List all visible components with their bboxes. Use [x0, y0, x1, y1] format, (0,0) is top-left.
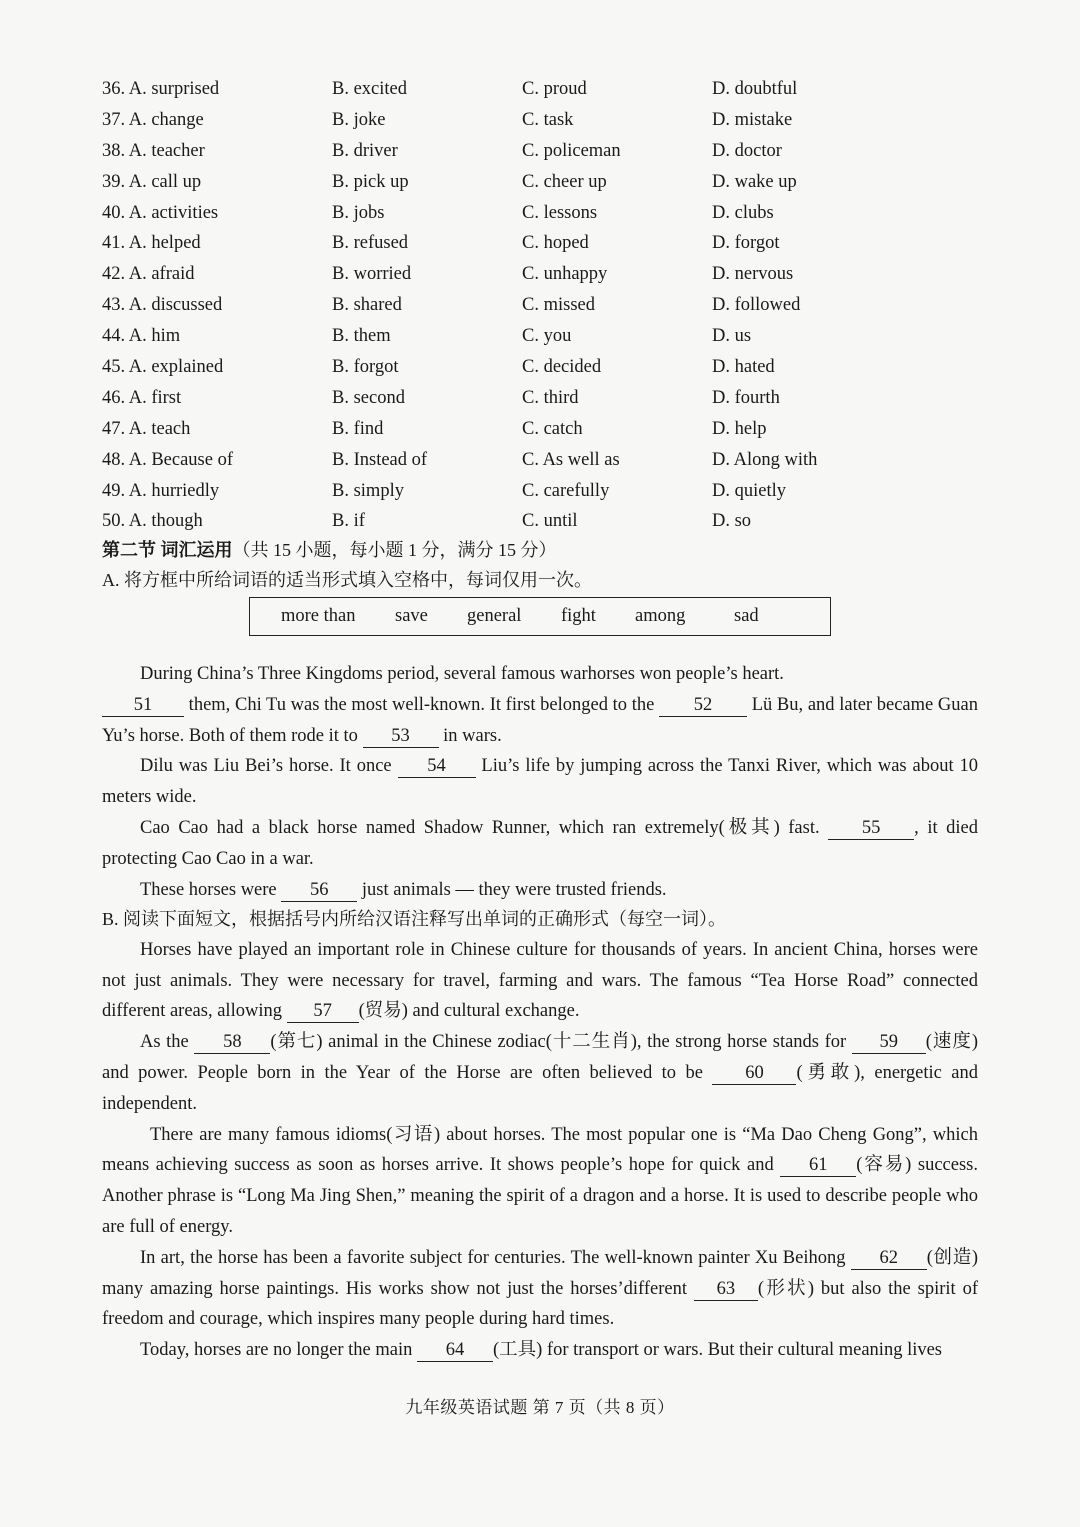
passage-text: Dilu was Liu Bei’s horse. It once [140, 756, 398, 777]
passage-paragraph [102, 1243, 978, 1335]
mc-question-row [102, 352, 1002, 383]
mc-question-row [102, 476, 1002, 507]
option-b: B. if [332, 511, 365, 532]
option-b: B. driver [332, 140, 398, 161]
mc-question-row [102, 167, 1002, 198]
option-b: B. Instead of [332, 449, 428, 470]
option-b: B. forgot [332, 357, 399, 378]
option-d: D. forgot [712, 233, 780, 254]
option-d: D. help [712, 418, 767, 439]
option-a: 40. A. activities [102, 202, 219, 223]
passage-paragraph [102, 875, 978, 906]
section-score-note: （共 15 小题，每小题 1 分，满分 15 分） [232, 540, 557, 560]
option-d: D. Along with [712, 449, 818, 470]
mc-question-row [102, 136, 1002, 167]
option-c: C. unhappy [522, 264, 608, 285]
option-a: 46. A. first [102, 387, 182, 408]
option-c: C. task [522, 109, 574, 130]
option-b: B. them [332, 326, 391, 347]
passage-text: Today, horses are no longer the main [140, 1340, 417, 1361]
option-a: 42. A. afraid [102, 264, 195, 285]
section-title: 第二节 词汇运用 [102, 540, 233, 560]
mc-question-row [102, 414, 1002, 445]
word-box-item: fight [561, 606, 596, 626]
part-b-instruction: B. 阅读下面短文，根据括号内所给汉语注释写出单词的正确形式（每空一词）。 [102, 909, 727, 929]
option-d: D. fourth [712, 387, 780, 408]
option-c: C. lessons [522, 202, 598, 223]
part-a-instruction: A. 将方框中所给词语的适当形式填入空格中，每词仅用一次。 [102, 570, 592, 590]
option-a: 41. A. helped [102, 233, 201, 254]
answer-blank-58[interactable]: 58 [194, 1031, 270, 1054]
option-b: B. excited [332, 79, 408, 99]
word-box-item: save [395, 606, 428, 626]
option-c: C. until [522, 511, 578, 532]
option-d: D. doubtful [712, 79, 798, 99]
mc-question-row [102, 105, 1002, 136]
option-b: B. pick up [332, 171, 409, 192]
option-d: D. quietly [712, 480, 786, 501]
option-a: 39. A. call up [102, 171, 202, 192]
passage-text: , it died protecting Cao Cao in a war. [102, 817, 978, 869]
passage-text: Cao Cao had a black horse named Shadow Runner, which ran extremely(极其) fast. [140, 817, 829, 838]
word-box-item: sad [734, 606, 759, 626]
passage-paragraph [102, 935, 978, 1027]
passage-text: in wars. [438, 725, 502, 746]
word-box-item: among [635, 606, 686, 626]
option-b: B. find [332, 418, 384, 439]
passage-text: Liu’s life by jumping across the Tanxi River, which was about 10 meters wide. [102, 756, 978, 808]
answer-blank-57[interactable]: 57 [287, 1000, 359, 1023]
option-a: 45. A. explained [102, 357, 224, 378]
option-a: 43. A. discussed [102, 295, 223, 316]
option-b: B. joke [332, 109, 386, 130]
mc-question-row [102, 74, 1002, 105]
answer-blank-59[interactable]: 59 [852, 1031, 926, 1054]
option-c: C. policeman [522, 140, 621, 161]
mc-options-list [102, 74, 1002, 537]
passage-text: (形状) but also the spirit of freedom and courage, which inspires many people during hard times. [102, 1278, 978, 1330]
passage-paragraph [102, 751, 978, 813]
option-c: C. third [522, 387, 579, 408]
page-footer: 九年级英语试题 第 7 页（共 8 页） [405, 1398, 675, 1417]
passage-text: Horses have played an important role in Chinese culture for thousands of years. In ancient China, horses were not just animals. They were necessary for travel, farming and wars. The famous “Tea Horse Road” connected different areas, allowing [102, 939, 978, 1022]
option-c: C. missed [522, 295, 595, 316]
passage-paragraph [102, 690, 978, 752]
option-a: 47. A. teach [102, 418, 191, 439]
mc-question-row [102, 321, 1002, 352]
passage-paragraph [102, 813, 978, 875]
option-d: D. so [712, 511, 752, 532]
answer-blank-56[interactable]: 56 [281, 879, 357, 902]
mc-question-row [102, 290, 1002, 321]
mc-question-row [102, 198, 1002, 229]
passage-text: (容易) success. Another phrase is “Long Ma Jing Shen,” meaning the spirit of a dragon and a horse. It is used to describe people who are full of energy. [102, 1155, 978, 1237]
passage-paragraph [102, 1027, 978, 1119]
passage-text: As the [140, 1032, 195, 1053]
option-c: C. As well as [522, 449, 620, 470]
option-c: C. carefully [522, 480, 610, 501]
passage-text: (创造) many amazing horse paintings. His works show not just the horses’different [102, 1247, 978, 1299]
mc-question-row [102, 506, 1002, 537]
mc-question-row [102, 445, 1002, 476]
answer-blank-60[interactable]: 60 [712, 1062, 796, 1085]
option-a: 44. A. him [102, 326, 181, 347]
option-d: D. nervous [712, 264, 794, 285]
option-b: B. second [332, 387, 405, 408]
option-c: C. proud [522, 79, 587, 99]
passage-text: (速度) and power. People born in the Year of the Horse are often believed to be [102, 1032, 978, 1083]
option-d: D. wake up [712, 171, 797, 192]
option-a: 48. A. Because of [102, 449, 234, 470]
mc-question-row [102, 383, 1002, 414]
section-heading [102, 536, 557, 564]
option-c: C. hoped [522, 233, 589, 254]
passage-text: There are many famous idioms(习语) about horses. The most popular one is “Ma Dao Cheng Gong”, which means achieving success as soon as horses arrive. It shows people’s hope for quick and [102, 1124, 978, 1176]
option-b: B. shared [332, 295, 402, 316]
answer-blank-54[interactable]: 54 [398, 755, 476, 778]
passage-text: just animals — they were trusted friends. [357, 879, 667, 900]
option-b: B. worried [332, 264, 412, 285]
option-c: C. you [522, 326, 572, 347]
answer-blank-55[interactable]: 55 [828, 817, 914, 840]
answer-blank-63[interactable]: 63 [694, 1278, 758, 1301]
answer-blank-61[interactable]: 61 [780, 1154, 856, 1177]
option-a: 37. A. change [102, 109, 204, 130]
option-b: B. jobs [332, 202, 385, 223]
option-a: 49. A. hurriedly [102, 480, 220, 501]
option-d: D. hated [712, 357, 775, 378]
mc-question-row [102, 259, 1002, 290]
passage-paragraph [102, 1120, 978, 1243]
passage-paragraph: During China’s Three Kingdoms period, several famous warhorses won people’s heart. [140, 664, 784, 684]
option-c: C. decided [522, 357, 602, 378]
option-a: 50. A. though [102, 511, 203, 532]
passage-text: (贸易) and cultural exchange. [358, 1001, 580, 1022]
option-d: D. mistake [712, 109, 793, 130]
option-c: C. cheer up [522, 171, 607, 192]
option-b: B. refused [332, 233, 409, 254]
answer-blank-64[interactable]: 64 [417, 1339, 493, 1362]
word-box [249, 597, 831, 636]
option-a: 36. A. surprised [102, 79, 220, 99]
passage-text: (工具) for transport or wars. But their cultural meaning lives [492, 1340, 943, 1361]
option-b: B. simply [332, 480, 404, 501]
option-a: 38. A. teacher [102, 140, 205, 161]
passage-text: (勇敢), energetic and independent. [102, 1062, 978, 1114]
mc-question-row [102, 228, 1002, 259]
option-d: D. doctor [712, 140, 782, 161]
option-d: D. followed [712, 295, 801, 316]
passage-text: These horses were [140, 879, 282, 900]
answer-blank-53[interactable]: 53 [363, 725, 439, 748]
option-d: D. us [712, 326, 752, 347]
passage-text: them, Chi Tu was the most well-known. It first belonged to the [184, 694, 660, 715]
answer-blank-52[interactable]: 52 [659, 694, 747, 717]
answer-blank-51[interactable]: 51 [102, 694, 184, 717]
part-a-passage [102, 659, 978, 905]
part-b-passage [102, 904, 978, 1366]
word-box-item: more than [281, 606, 356, 626]
word-box-item: general [467, 606, 522, 626]
option-d: D. clubs [712, 202, 774, 223]
passage-text: (第七) animal in the Chinese zodiac(十二生肖), the strong horse stands for [270, 1032, 852, 1053]
passage-paragraph [102, 1335, 978, 1366]
answer-blank-62[interactable]: 62 [851, 1247, 927, 1270]
passage-text: In art, the horse has been a favorite subject for centuries. The well-known painter Xu Beihong [140, 1247, 851, 1268]
option-c: C. catch [522, 418, 583, 439]
passage-text: Lü Bu, and later became Guan Yu’s horse. Both of them rode it to [102, 694, 978, 746]
